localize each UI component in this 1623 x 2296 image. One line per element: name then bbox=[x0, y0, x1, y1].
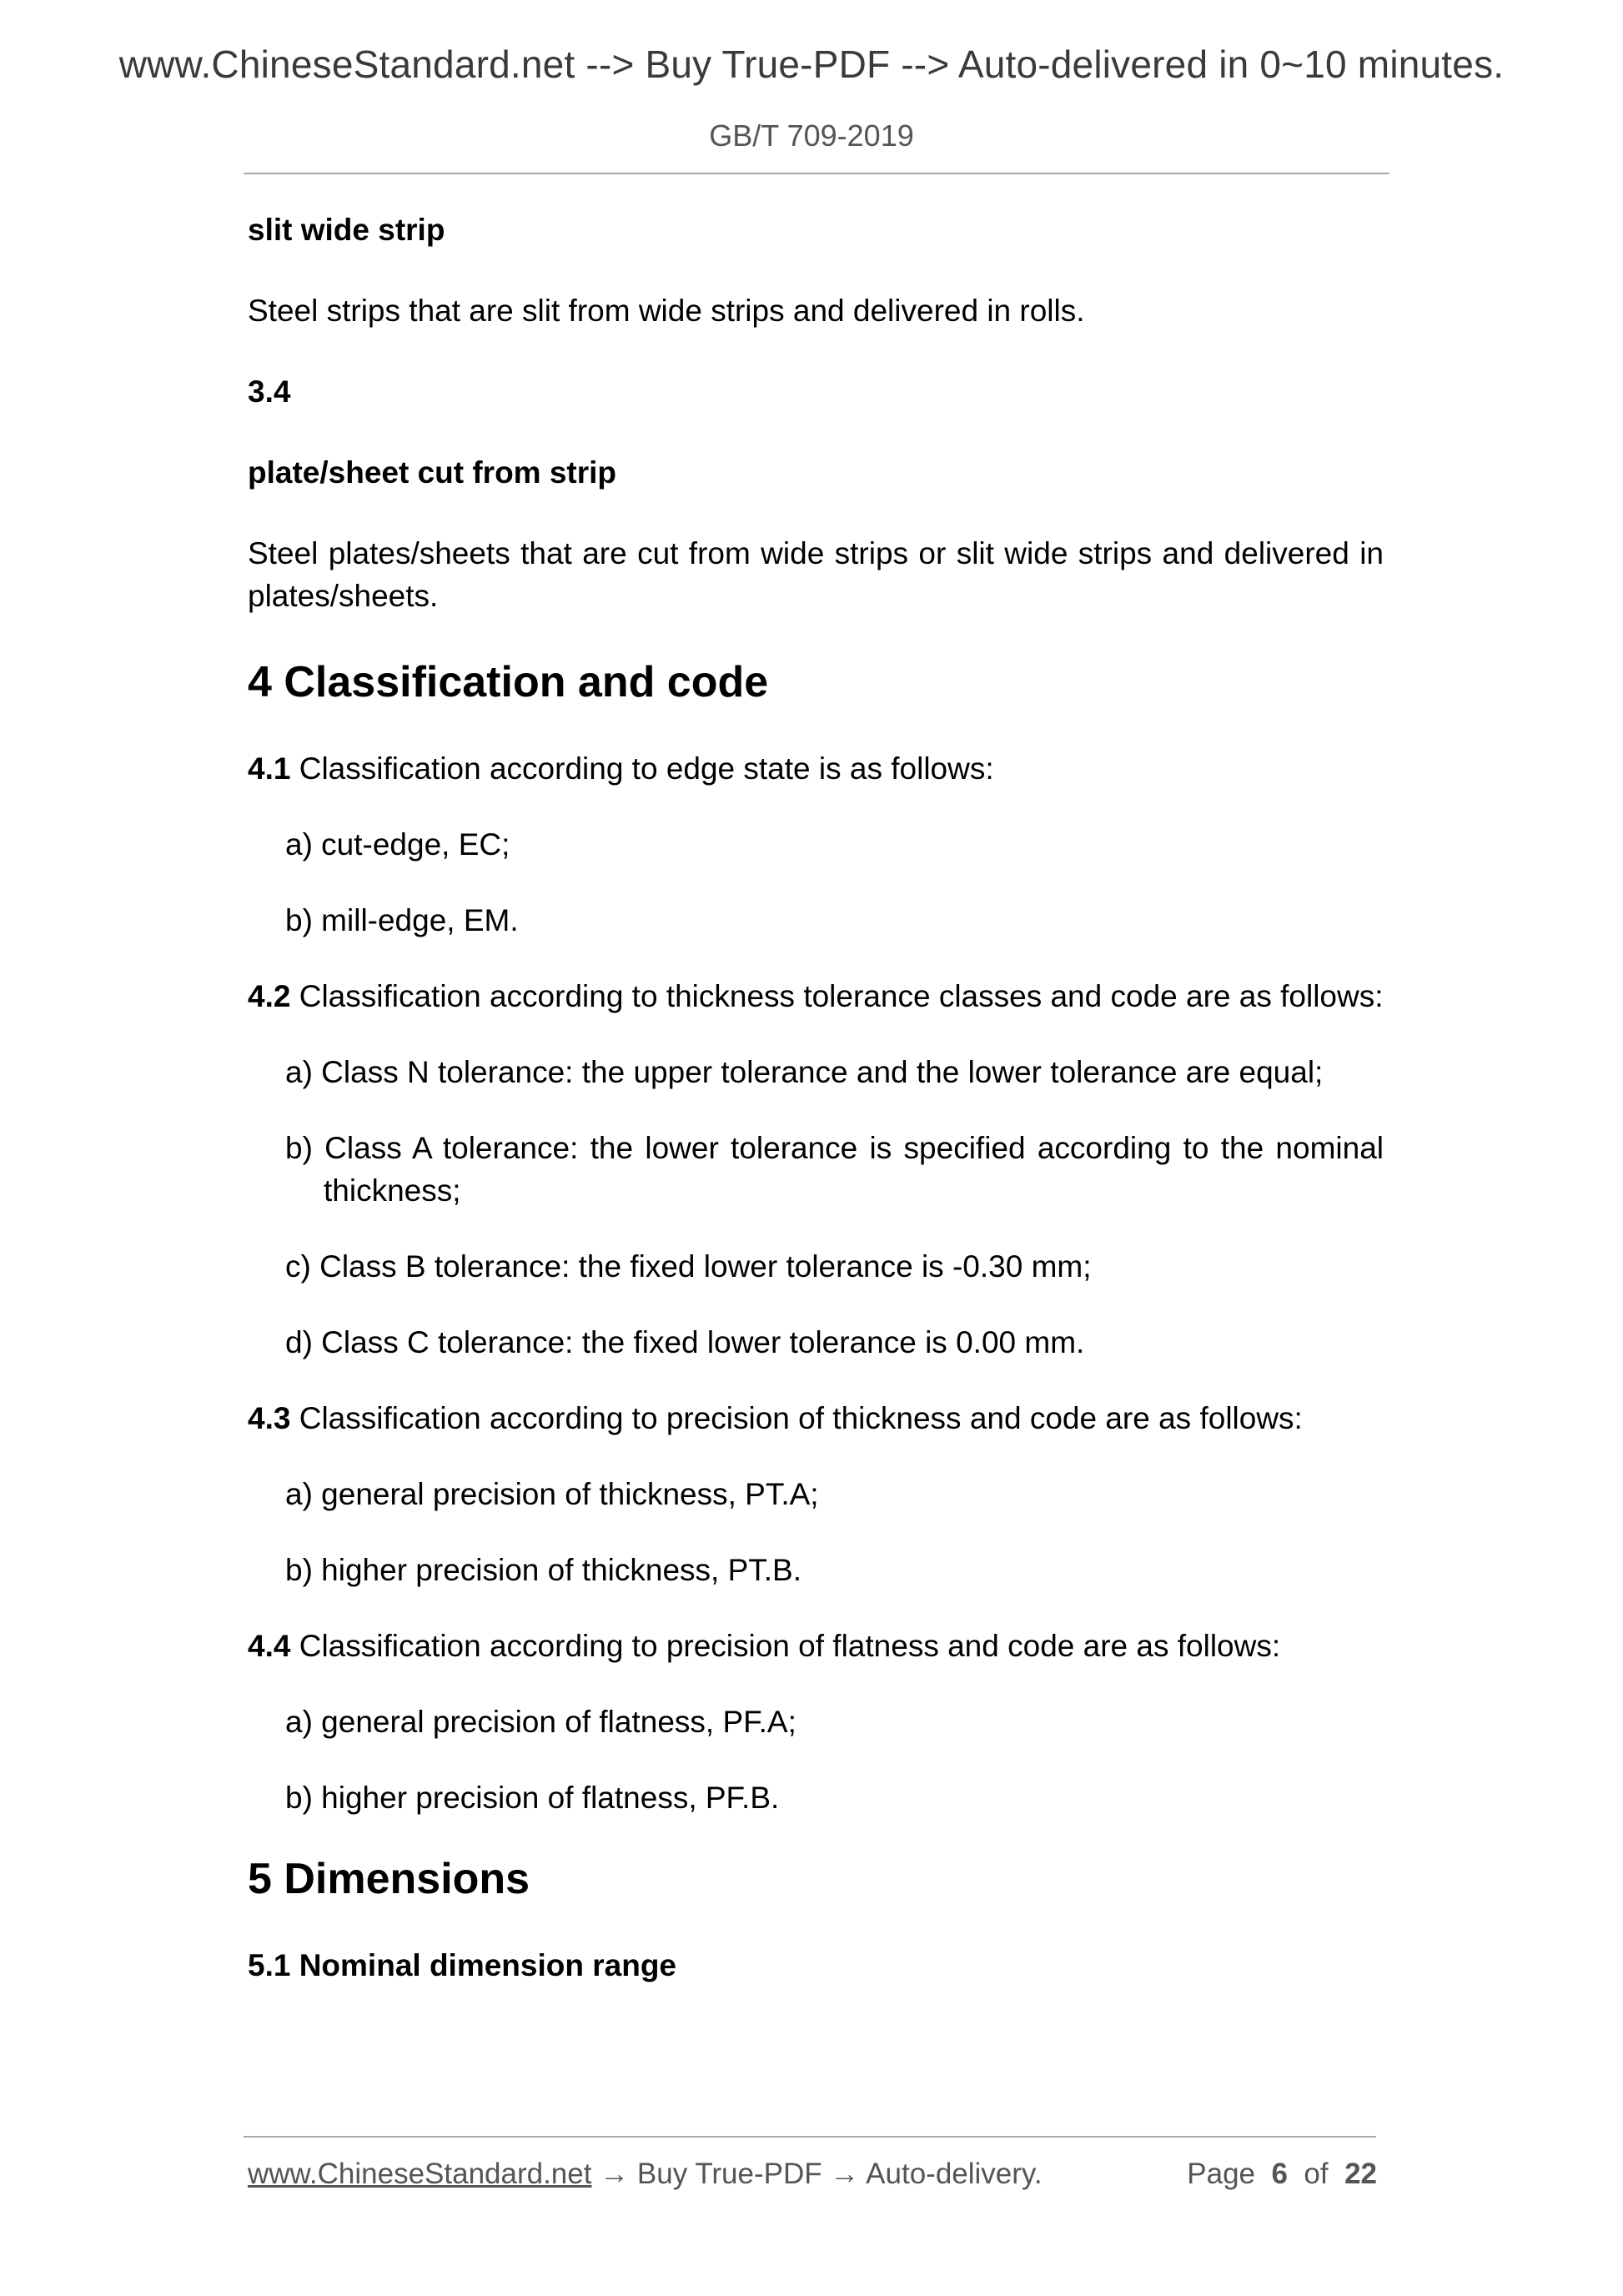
list-item: a) cut-edge, EC; bbox=[285, 827, 510, 862]
clause-4-1 bbox=[248, 747, 1384, 790]
footer-tagline: → Buy True-PDF → Auto-delivery. bbox=[591, 2158, 1043, 2190]
term-definition-slit-wide-strip: Steel strips that are slit from wide strips and delivered in rolls. bbox=[248, 294, 1085, 328]
document-body bbox=[248, 208, 1384, 1987]
list-item: c) Class B tolerance: the fixed lower tolerance is -0.30 mm; bbox=[285, 1249, 1092, 1284]
clause-4-2 bbox=[248, 975, 1384, 1017]
term-title-plate-sheet: plate/sheet cut from strip bbox=[248, 455, 617, 490]
current-page-number: 6 bbox=[1271, 2158, 1288, 2190]
list-item: d) Class C tolerance: the fixed lower tolerance is 0.00 mm. bbox=[285, 1325, 1085, 1359]
clause-number: 4.3 bbox=[248, 1401, 291, 1435]
standard-code: GB/T 709-2019 bbox=[709, 118, 914, 153]
section-heading-4: 4 Classification and code bbox=[248, 658, 769, 706]
page-footer bbox=[248, 2158, 1377, 2199]
clause-number: 4.1 bbox=[248, 751, 291, 786]
term-definition-plate-sheet: Steel plates/sheets that are cut from wide strips or slit wide strips and delivered in plates/sheets. bbox=[248, 536, 1384, 613]
footer-divider bbox=[244, 2136, 1376, 2138]
clause-text: Classification according to precision of flatness and code are as follows: bbox=[299, 1629, 1281, 1663]
of-label: of bbox=[1304, 2158, 1329, 2190]
clause-text: Classification according to edge state is as follows: bbox=[299, 751, 994, 786]
list-item: b) mill-edge, EM. bbox=[285, 903, 519, 937]
list-item: a) general precision of flatness, PF.A; bbox=[285, 1705, 796, 1739]
clause-text: Classification according to precision of thickness and code are as follows: bbox=[299, 1401, 1303, 1435]
clause-4-3 bbox=[248, 1397, 1384, 1439]
header-divider bbox=[244, 173, 1389, 174]
list-item: b) higher precision of thickness, PT.B. bbox=[285, 1553, 802, 1587]
page-indicator bbox=[1187, 2158, 1377, 2191]
clause-4-4 bbox=[248, 1625, 1384, 1667]
page-label: Page bbox=[1187, 2158, 1256, 2190]
term-title-slit-wide-strip: slit wide strip bbox=[248, 213, 445, 247]
footer-promo bbox=[248, 2158, 1043, 2191]
header-banner: www.ChineseStandard.net --> Buy True-PDF --> Auto-delivered in 0~10 minutes. bbox=[118, 43, 1505, 86]
section-heading-5: 5 Dimensions bbox=[248, 1855, 530, 1903]
term-number-3-4: 3.4 bbox=[248, 374, 291, 409]
list-item: b) higher precision of flatness, PF.B. bbox=[285, 1781, 780, 1815]
clause-number: 4.2 bbox=[248, 979, 291, 1013]
list-item: b) Class A tolerance: the lower tolerance is specified according to the nominal thickness; bbox=[285, 1131, 1384, 1208]
footer-site-link[interactable]: www.ChineseStandard.net bbox=[248, 2158, 592, 2190]
list-item: a) general precision of thickness, PT.A; bbox=[285, 1477, 819, 1511]
list-item: a) Class N tolerance: the upper tolerance and the lower tolerance are equal; bbox=[285, 1055, 1324, 1089]
clause-text: Classification according to thickness tolerance classes and code are as follows: bbox=[299, 979, 1384, 1013]
subsection-heading-5-1: 5.1 Nominal dimension range bbox=[248, 1948, 677, 1982]
clause-number: 4.4 bbox=[248, 1629, 291, 1663]
total-pages-number: 22 bbox=[1344, 2158, 1377, 2190]
